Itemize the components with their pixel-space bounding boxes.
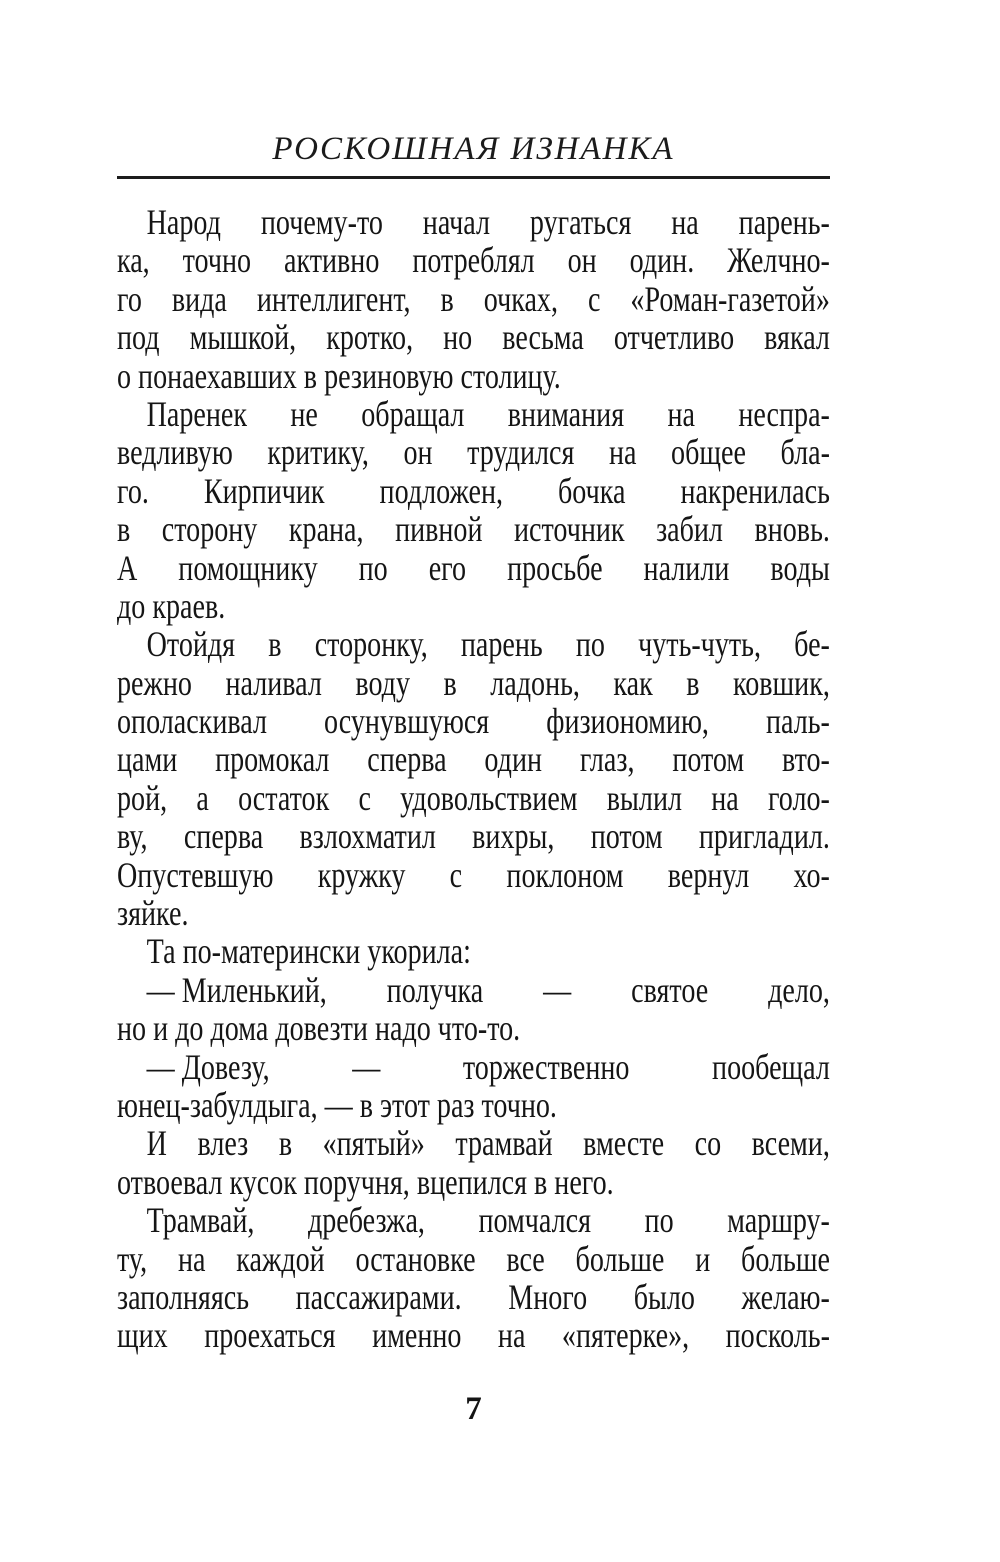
text-line: о понаехавших в резиновую столицу. [117, 355, 561, 396]
text-line: Опустевшую кружку с поклоном вернул хо- [117, 854, 830, 895]
text-line: отвоевал кусок поручня, вцепился в него. [117, 1161, 614, 1202]
header-rule [117, 176, 830, 179]
text-line: ту, на каждой остановке все больше и больше [117, 1238, 830, 1279]
text-line: ка, точно активно потреблял он один. Желчно- [117, 240, 830, 281]
text-line: заполняясь пассажирами. Много было желаю- [117, 1276, 830, 1317]
page-number: 7 [465, 1391, 482, 1427]
text-line: ведливую критику, он трудился на общее бла- [117, 432, 830, 473]
text-line: го вида интеллигент, в очках, с «Роман-газетой» [117, 278, 830, 319]
text-line: ополаскивал осунувшуюся физиономию, паль- [117, 701, 830, 742]
text-line: зяйке. [117, 893, 189, 934]
text-line: И влез в «пятый» трамвай вместе со всеми, [146, 1123, 830, 1164]
text-line: Та по-матерински укорила: [146, 931, 471, 972]
text-block [117, 203, 830, 1355]
text-line: режно наливал воду в ладонь, как в ковшик, [117, 662, 830, 703]
text-line: цами промокал сперва один глаз, потом вто- [117, 739, 830, 780]
text-line: ву, сперва взлохматил вихры, потом пригладил. [117, 816, 830, 857]
text-line: Паренек не обращал внимания на неспра- [146, 393, 830, 434]
text-line: А помощнику по его просьбе налили воды [117, 547, 830, 588]
text-line: — Миленький, получка — святое дело, [146, 969, 830, 1010]
running-head-title: РОСКОШНАЯ ИЗНАНКА [272, 131, 675, 167]
text-line: юнец-забулдыга, — в этот раз точно. [117, 1084, 557, 1125]
text-line: в сторону крана, пивной источник забил вновь. [117, 509, 830, 550]
text-line: рой, а остаток с удовольствием вылил на голо- [117, 777, 830, 818]
text-line: до краев. [117, 585, 226, 626]
text-line: но и до дома довезти надо что-то. [117, 1008, 521, 1049]
text-line: щих проехаться именно на «пятерке», посколь- [117, 1315, 830, 1356]
text-line: Народ почему-то начал ругаться на парень- [146, 202, 830, 242]
text-line: го. Кирпичик подложен, бочка накренилась [117, 470, 830, 511]
text-line: Отойдя в сторонку, парень по чуть-чуть, бе- [146, 624, 830, 665]
text-line: Трамвай, дребезжа, помчался по маршру- [146, 1200, 830, 1241]
text-line: под мышкой, кротко, но весьма отчетливо вякал [117, 317, 830, 358]
text-line: — Довезу, — торжественно пообещал [146, 1046, 830, 1087]
